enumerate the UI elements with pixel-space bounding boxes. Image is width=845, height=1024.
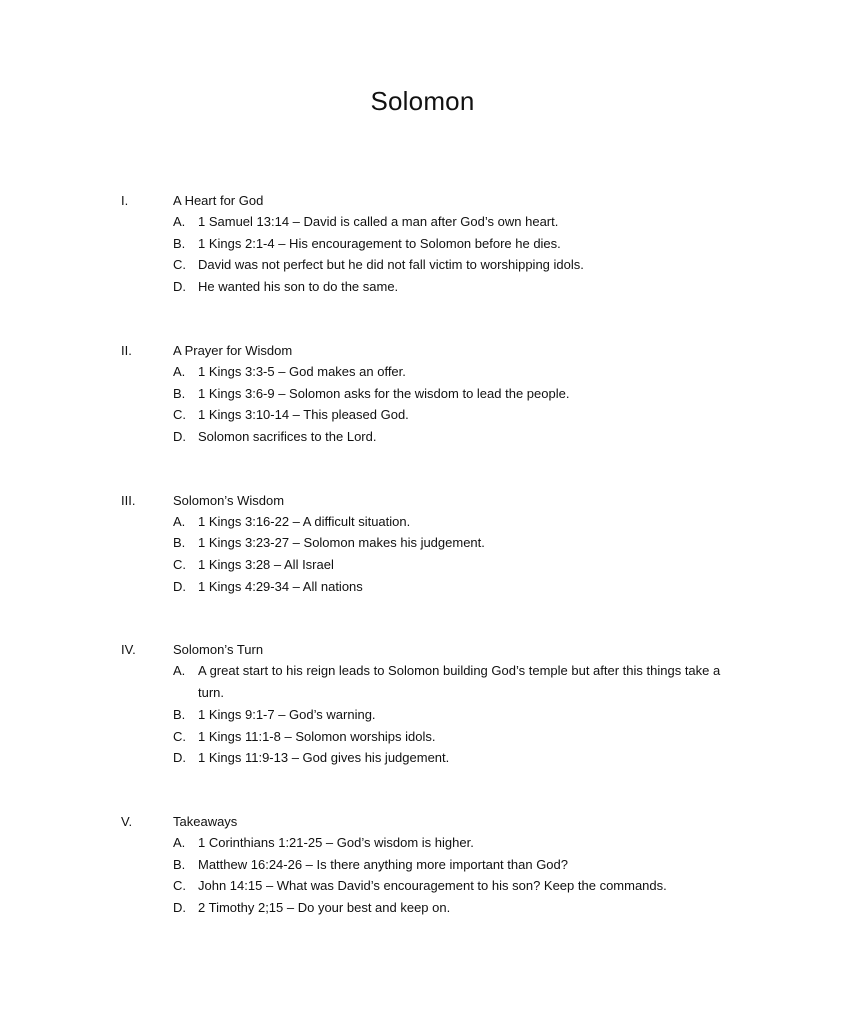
item-text: 1 Kings 11:1-8 – Solomon worships idols.: [198, 728, 436, 744]
item-text: 1 Samuel 13:14 – David is called a man after God’s own heart.: [198, 214, 559, 229]
item-text: 1 Kings 3:3-5 – God makes an offer.: [198, 363, 406, 379]
item-letter: A.: [173, 834, 186, 850]
item-text: 1 Corinthians 1:21-25 – God’s wisdom is higher.: [198, 834, 474, 850]
item-letter: A.: [173, 513, 186, 529]
item-letter: B.: [173, 385, 186, 401]
item-letter: D.: [173, 900, 186, 916]
section-item-list: [0, 511, 845, 598]
item-text: 1 Kings 3:10-14 – This pleased God.: [198, 407, 409, 423]
list-item: [173, 704, 733, 726]
outline-section-5: [0, 811, 845, 919]
item-letter: C.: [173, 878, 186, 894]
list-item: [173, 426, 733, 448]
list-item: [173, 747, 733, 769]
outline-section-3: [0, 490, 845, 598]
item-text: 2 Timothy 2;15 – Do your best and keep on.: [198, 900, 451, 916]
item-letter: D.: [173, 578, 186, 594]
list-item: [173, 554, 733, 576]
item-text: A great start to his reign leads to Solomon building God’s temple but after this things take a turn.: [198, 663, 721, 701]
item-letter: A.: [173, 214, 186, 229]
list-item: [173, 532, 733, 554]
item-text: Matthew 16:24-26 – Is there anything more important than God?: [198, 856, 568, 872]
item-letter: B.: [173, 856, 186, 872]
item-text: 1 Kings 9:1-7 – God’s warning.: [198, 706, 376, 722]
item-letter: A.: [173, 663, 186, 679]
section-item-list: [0, 660, 845, 769]
item-text: 1 Kings 3:28 – All Israel: [198, 557, 334, 573]
section-item-list: [0, 832, 845, 919]
section-heading: A Prayer for Wisdom: [173, 342, 293, 358]
item-letter: A.: [173, 363, 186, 379]
item-text: 1 Kings 3:23-27 – Solomon makes his judgement.: [198, 535, 485, 551]
outline-section-2: [0, 340, 845, 448]
section-heading: A Heart for God: [173, 193, 264, 208]
list-item: [173, 660, 733, 703]
item-letter: B.: [173, 706, 186, 722]
item-text: 1 Kings 3:6-9 – Solomon asks for the wisdom to lead the people.: [198, 385, 570, 401]
outline-section-4: [0, 639, 845, 769]
item-text: He wanted his son to do the same.: [198, 279, 399, 295]
page-title: Solomon: [370, 86, 475, 116]
item-text: 1 Kings 2:1-4 – His encouragement to Solomon before he dies.: [198, 235, 561, 251]
item-letter: B.: [173, 235, 186, 251]
list-item: [173, 233, 733, 255]
list-item: [173, 211, 733, 233]
outline: [0, 190, 845, 961]
item-letter: C.: [173, 257, 186, 273]
outline-section-1: [0, 190, 845, 298]
section-numeral: V.: [121, 813, 133, 829]
section-numeral: II.: [121, 342, 132, 358]
list-item: [173, 897, 733, 919]
section-numeral: III.: [121, 492, 136, 508]
list-item: [173, 511, 733, 533]
item-letter: C.: [173, 407, 186, 423]
section-heading: Solomon’s Turn: [173, 642, 264, 658]
section-heading: Solomon’s Wisdom: [173, 492, 285, 508]
list-item: [173, 726, 733, 748]
item-text: 1 Kings 3:16-22 – A difficult situation.: [198, 513, 411, 529]
item-text: 1 Kings 11:9-13 – God gives his judgement.: [198, 750, 450, 766]
item-text: David was not perfect but he did not fall victim to worshipping idols.: [198, 257, 584, 273]
section-heading: Takeaways: [173, 813, 238, 829]
list-item: [173, 361, 733, 383]
list-item: [173, 576, 733, 598]
section-numeral: IV.: [121, 642, 136, 658]
list-item: [173, 404, 733, 426]
item-text: Solomon sacrifices to the Lord.: [198, 428, 377, 444]
section-numeral: I.: [121, 193, 129, 208]
item-letter: C.: [173, 728, 186, 744]
list-item: [173, 875, 733, 897]
list-item: [173, 854, 733, 876]
item-letter: D.: [173, 750, 186, 766]
item-letter: D.: [173, 428, 186, 444]
item-text: 1 Kings 4:29-34 – All nations: [198, 578, 363, 594]
list-item: [173, 832, 733, 854]
item-text: John 14:15 – What was David’s encouragement to his son? Keep the commands.: [198, 878, 667, 894]
item-letter: C.: [173, 557, 186, 573]
list-item: [173, 383, 733, 405]
item-letter: D.: [173, 279, 186, 295]
list-item: [173, 254, 733, 276]
item-letter: B.: [173, 535, 186, 551]
section-item-list: [0, 211, 845, 298]
section-item-list: [0, 361, 845, 448]
list-item: [173, 276, 733, 298]
